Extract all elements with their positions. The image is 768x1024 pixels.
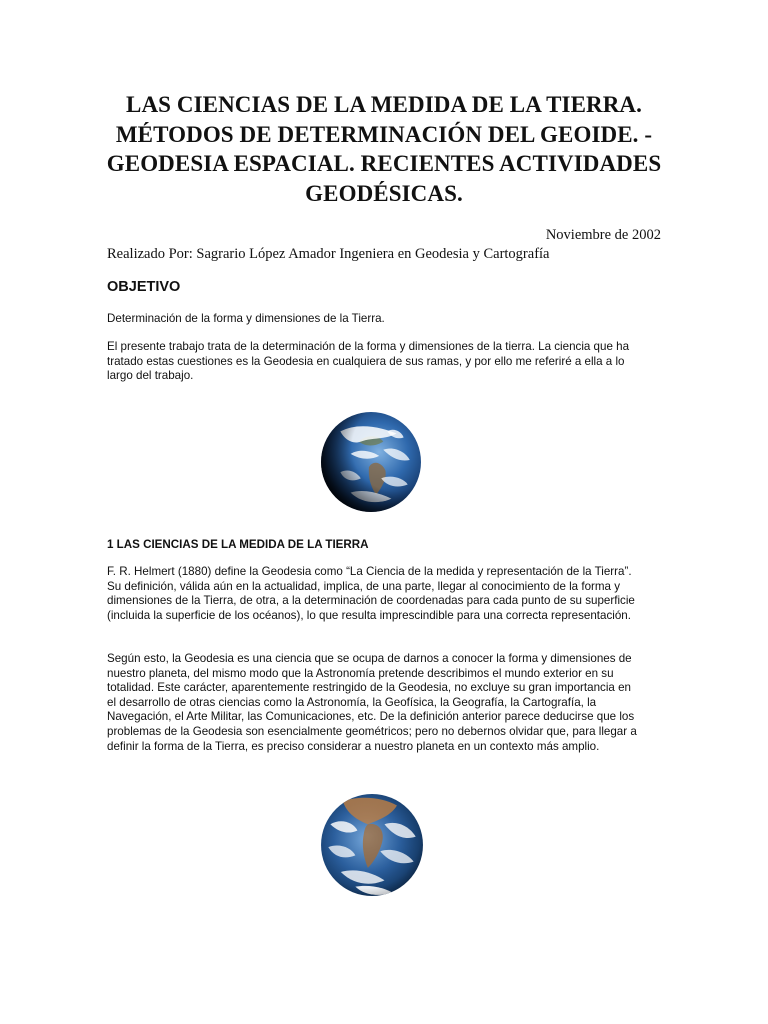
section-1-paragraph-1: F. R. Helmert (1880) define la Geodesia como “La Ciencia de la medida y representación de la Tierra”. Su definición, válida aún en la actualidad, implica, de una parte, llegar al conocimiento de la forma y dimensiones de la Tierra, de otra, a la determinación de coordenadas para cada punto de su superficie (incluida la superficie de los océanos), lo que resulta imprescindible para una correcta representación. [107,565,635,622]
section-1-heading: 1 LAS CIENCIAS DE LA MEDIDA DE LA TIERRA [107,538,369,551]
document-date: Noviembre de 2002 [545,227,661,243]
objetivo-heading: OBJETIVO [107,279,181,295]
document-title: LAS CIENCIAS DE LA MEDIDA DE LA TIERRA. MÉTODOS DE DETERMINACIÓN DEL GEOIDE. - GEODESIA ESPACIAL. RECIENTES ACTIVIDADES GEODÉSICAS. [106,92,662,206]
earth-globe-image [320,793,424,897]
objetivo-paragraph-1: Determinación de la forma y dimensiones de la Tierra. [107,312,385,325]
document-author: Realizado Por: Sagrario López Amador Ingeniera en Geodesia y Cartografía [107,246,550,262]
earth-globe-image [320,411,422,513]
section-1-paragraph-2: Según esto, la Geodesia es una ciencia que se ocupa de darnos a conocer la forma y dimensiones de nuestro planeta, del mismo modo que la Astronomía pretende describimos el mundo exterior en su totalidad. Este carácter, aparentemente restringido de la Geodesia, no excluye su gran importancia en el desarrollo de otras ciencias como la Astronomía, la Geofísica, la Geografía, la Cartografía, la Navegación, el Arte Militar, las Comunicaciones, etc. De la definición anterior parece deducirse que los problemas de la Geodesia son esencialmente geométricos; pero no debernos olvidar que, para llegar a definir la forma de la Tierra, es preciso considerar a nuestro planeta en un contexto más amplio. [107,652,637,753]
objetivo-paragraph-2: El presente trabajo trata de la determinación de la forma y dimensiones de la tierra. La ciencia que ha tratado estas cuestiones es la Geodesia en cualquiera de sus ramas, y por ello me referiré a ella a lo largo del trabajo. [107,340,630,383]
